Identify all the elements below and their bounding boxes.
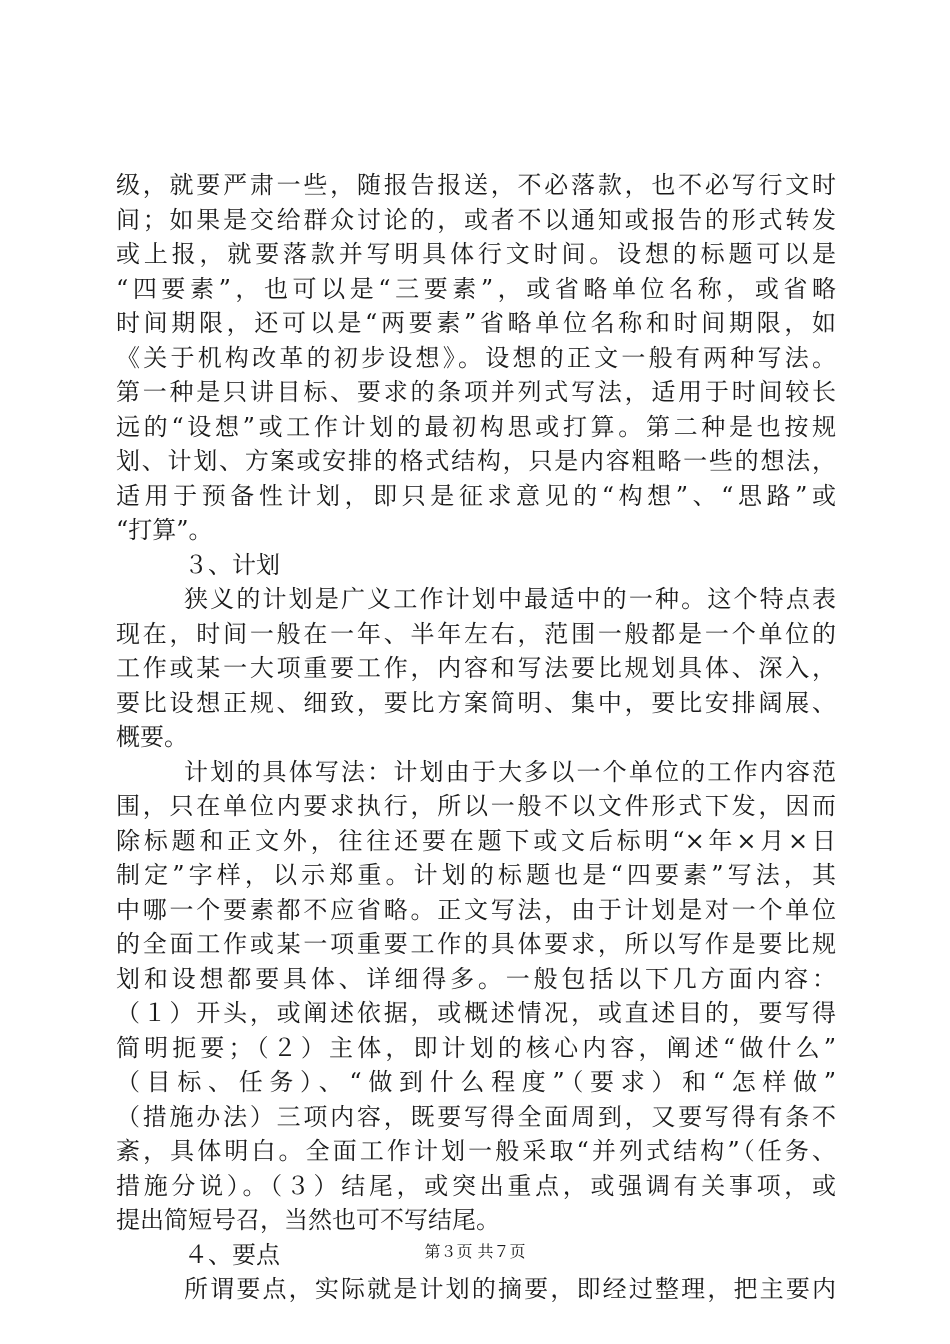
text-line: 提出简短号召，当然也可不写结尾。 xyxy=(116,1206,500,1234)
text-line: 间；如果是交给群众讨论的，或者不以通知或报告的形式转发 xyxy=(116,205,836,234)
text-line: （目标、任务）、“做到什么程度”（要求）和“怎样做” xyxy=(116,1068,836,1096)
text-line: 适用于预备性计划，即只是征求意见的“构想”、“思路”或 xyxy=(116,481,836,510)
text-line: “打算”。 xyxy=(116,516,213,544)
text-line: 紊，具体明白。全面工作计划一般采取“并列式结构”（任务、 xyxy=(116,1137,836,1165)
paragraph-first-line: 所谓要点，实际就是计划的摘要，即经过整理，把主要内 xyxy=(184,1275,836,1303)
text-line: 《关于机构改革的初步设想》。设想的正文一般有两种写法。 xyxy=(116,343,836,372)
text-line: 或上报，就要落款并写明具体行文时间。设想的标题可以是 xyxy=(116,240,836,268)
text-line: 级，就要严肃一些，随报告报送，不必落款，也不必写行文时 xyxy=(116,171,836,199)
page-number-footer: 第３页 共７页 xyxy=(424,1242,526,1261)
text-line: （１）开头，或阐述依据，或概述情况，或直述目的，要写得 xyxy=(116,999,836,1027)
text-line: 远的“设想”或工作计划的最初构思或打算。第二种是也按规 xyxy=(116,412,836,441)
text-line: 要比设想正规、细致，要比方案简明、集中，要比安排阔展、 xyxy=(116,688,836,717)
text-line: 围，只在单位内要求执行，所以一般不以文件形式下发，因而 xyxy=(116,792,836,820)
document-body xyxy=(116,168,836,1307)
text-line: 现在，时间一般在一年、半年左右，范围一般都是一个单位的 xyxy=(116,619,836,648)
text-line: 时间期限，还可以是“两要素”省略单位名称和时间期限，如 xyxy=(116,309,836,337)
text-line: 的全面工作或某一项重要工作的具体要求，所以写作是要比规 xyxy=(116,930,836,958)
text-line: 划、计划、方案或安排的格式结构，只是内容粗略一些的想法， xyxy=(116,447,836,475)
text-line: “四要素”，也可以是“三要素”，或省略单位名称，或省略 xyxy=(116,274,836,303)
text-line: 制定”字样，以示郑重。计划的标题也是“四要素”写法，其 xyxy=(116,861,836,889)
text-line: 概要。 xyxy=(116,723,188,751)
section-heading: ３、计划 xyxy=(184,550,280,579)
paragraph-first-line: 狭义的计划是广义工作计划中最适中的一种。这个特点表 xyxy=(184,585,836,613)
section-heading: ４、要点 xyxy=(184,1240,280,1269)
paragraph-first-line: 计划的具体写法：计划由于大多以一个单位的工作内容范 xyxy=(184,757,836,786)
text-line: 简明扼要；（２）主体，即计划的核心内容，阐述“做什么” xyxy=(116,1033,836,1062)
text-line: 措施分说）。（３）结尾，或突出重点，或强调有关事项，或 xyxy=(116,1171,836,1200)
text-line: 第一种是只讲目标、要求的条项并列式写法，适用于时间较长 xyxy=(116,378,836,406)
text-line: （措施办法）三项内容，既要写得全面周到，又要写得有条不 xyxy=(116,1102,836,1131)
text-line: 工作或某一大项重要工作，内容和写法要比规划具体、深入， xyxy=(116,654,836,682)
text-line: 中哪一个要素都不应省略。正文写法，由于计划是对一个单位 xyxy=(116,895,836,924)
text-line: 除标题和正文外，往往还要在题下或文后标明“×年×月×日 xyxy=(116,826,836,855)
text-line: 划和设想都要具体、详细得多。一般包括以下几方面内容： xyxy=(116,964,836,993)
